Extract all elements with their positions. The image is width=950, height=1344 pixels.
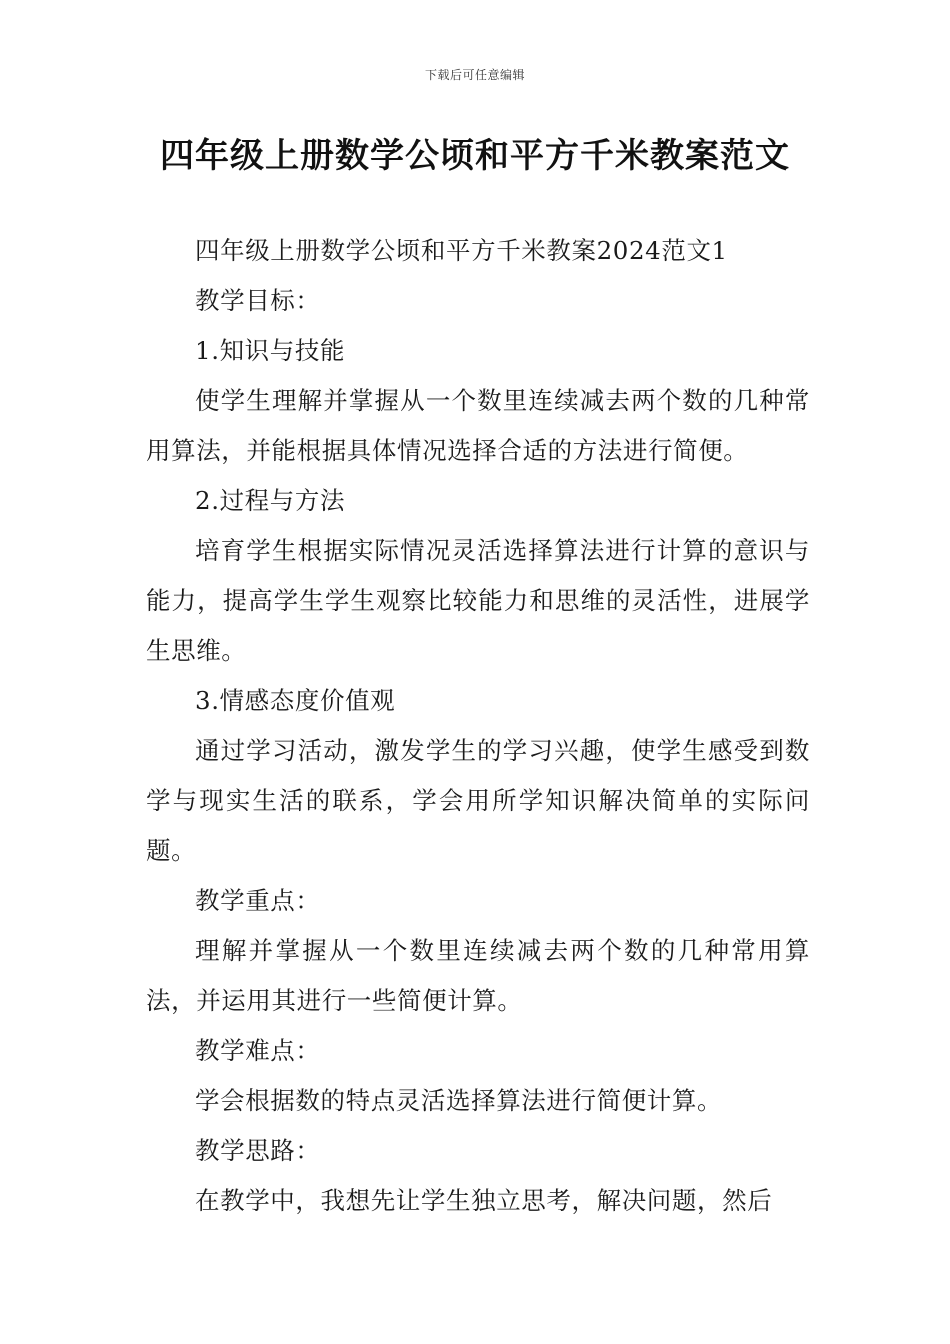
paragraph-text: 通过学习活动，激发学生的学习兴趣，使学生感受到数学与现实生活的联系，学会用所学知识解决简单的实际问题。: [146, 736, 810, 865]
paragraph-text: 培育学生根据实际情况灵活选择算法进行计算的意识与能力，提高学生学生观察比较能力和思维的灵活性，进展学生思维。: [146, 536, 810, 665]
paragraph-label-difficulties: 教学难点：: [195, 1036, 321, 1065]
paragraph-subheading: 3.情感态度价值观: [195, 686, 396, 715]
paragraph-subheading: 1.知识与技能: [195, 336, 346, 365]
paragraph-text: 学会根据数的特点灵活选择算法进行简便计算。: [195, 1086, 723, 1115]
paragraph-heading: 四年级上册数学公顷和平方千米教案2024范文1: [195, 236, 728, 265]
document-title: 四年级上册数学公顷和平方千米教案范文: [160, 136, 790, 176]
paragraph-label-approach: 教学思路：: [195, 1136, 321, 1165]
document-body: [146, 226, 810, 1226]
paragraph-text: 理解并掌握从一个数里连续减去两个数的几种常用算法，并运用其进行一些简便计算。: [146, 936, 810, 1015]
paragraph-text: 在教学中，我想先让学生独立思考，解决问题，然后: [195, 1186, 773, 1215]
paragraph-label-key-points: 教学重点：: [195, 886, 321, 915]
paragraph-subheading: 2.过程与方法: [195, 486, 346, 515]
paragraph-text: 使学生理解并掌握从一个数里连续减去两个数的几种常用算法，并能根据具体情况选择合适的方法进行简便。: [146, 386, 810, 465]
paragraph-label-objectives: 教学目标：: [195, 286, 321, 315]
header-note: 下载后可任意编辑: [424, 68, 525, 82]
